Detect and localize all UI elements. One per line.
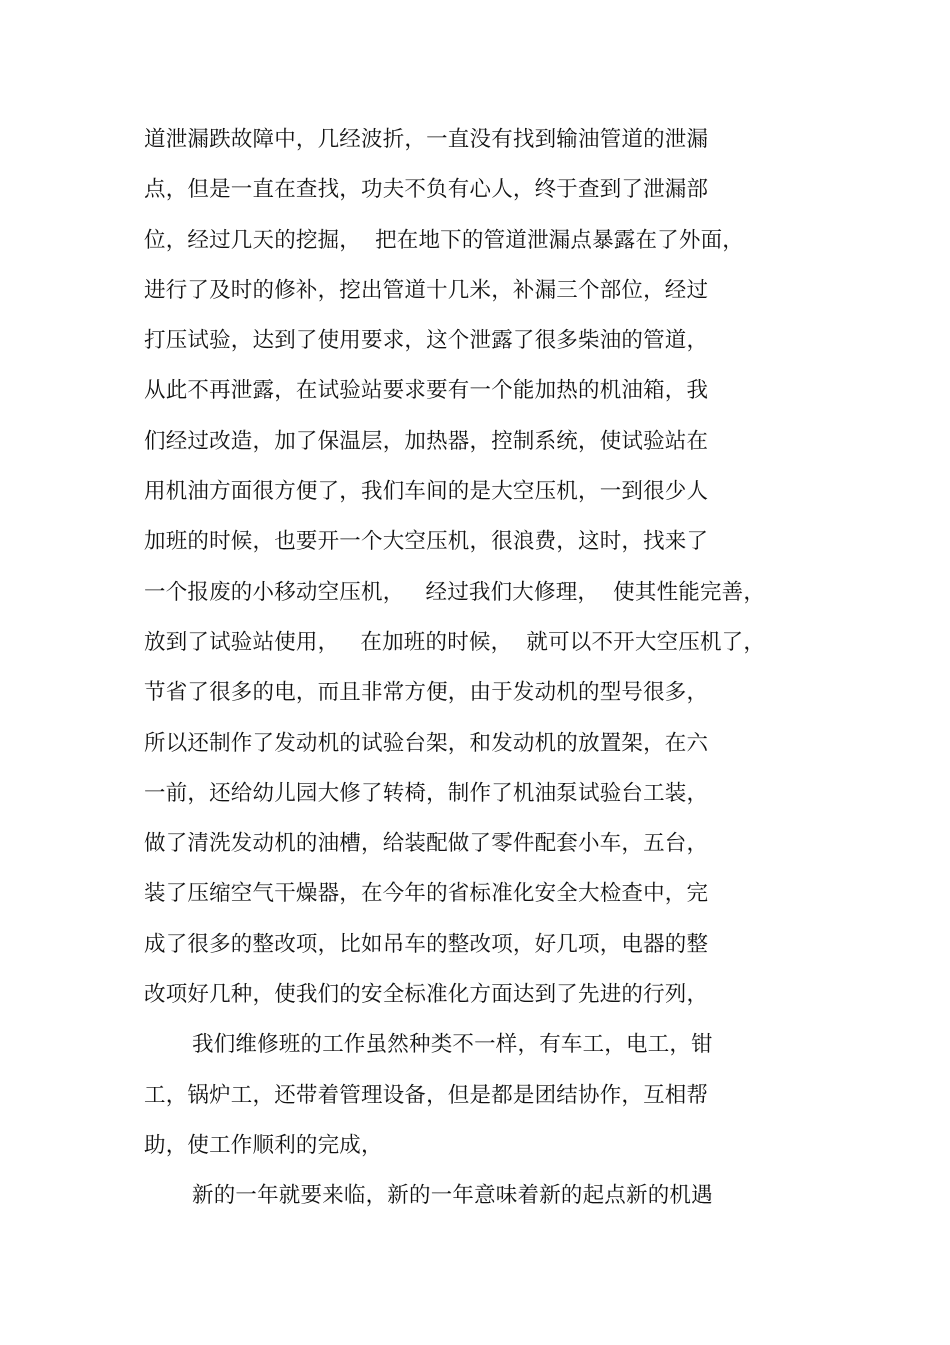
text-line: 成了很多的整改项，比如吊车的整改项，好几项，电器的整 <box>144 931 709 957</box>
paragraph-start-line: 新的一年就要来临，新的一年意味着新的起点新的机遇 <box>192 1183 713 1209</box>
text-line: 从此不再泄露，在试验站要求要有一个能加热的机油箱，我 <box>144 378 709 404</box>
text-line: 一前，还给幼儿园大修了转椅，制作了机油泵试验台工装， <box>144 780 709 806</box>
text-line: 打压试验，达到了使用要求，这个泄露了很多柴油的管道， <box>144 328 709 354</box>
text-line: 进行了及时的修补，挖出管道十几米，补漏三个部位，经过 <box>144 277 709 303</box>
text-line: 做了清洗发动机的油槽，给装配做了零件配套小车，五台， <box>144 831 709 857</box>
text-line: 用机油方面很方便了，我们车间的是大空压机，一到很少人 <box>144 479 709 505</box>
text-line: 工，锅炉工，还带着管理设备，但是都是团结协作，互相帮 <box>144 1082 709 1108</box>
text-line: 改项好几种，使我们的安全标准化方面达到了先进的行列， <box>144 982 709 1008</box>
text-line: 节省了很多的电，而且非常方便，由于发动机的型号很多， <box>144 680 709 706</box>
text-line: 助，使工作顺利的完成， <box>144 1132 383 1158</box>
text-line: 位，经过几天的挖掘， 把在地下的管道泄漏点暴露在了外面， <box>144 227 744 253</box>
text-line: 一个报废的小移动空压机， 经过我们大修理， 使其性能完善， <box>144 579 766 605</box>
text-line: 装了压缩空气干燥器，在今年的省标准化安全大检查中，完 <box>144 881 709 907</box>
paragraph-start-line: 我们维修班的工作虽然种类不一样，有车工，电工，钳 <box>192 1032 713 1058</box>
text-line: 加班的时候，也要开一个大空压机，很浪费，这时，找来了 <box>144 529 709 555</box>
text-line: 道泄漏跌故障中，几经波折，一直没有找到输油管道的泄漏 <box>144 127 709 152</box>
text-line: 点，但是一直在查找，功夫不负有心人，终于查到了泄漏部 <box>144 177 709 203</box>
text-line: 放到了试验站使用， 在加班的时候， 就可以不开大空压机了， <box>144 629 766 655</box>
body-text <box>144 121 844 1228</box>
text-line: 所以还制作了发动机的试验台架，和发动机的放置架，在六 <box>144 730 709 756</box>
text-line: 们经过改造，加了保温层，加热器，控制系统，使试验站在 <box>144 428 709 454</box>
